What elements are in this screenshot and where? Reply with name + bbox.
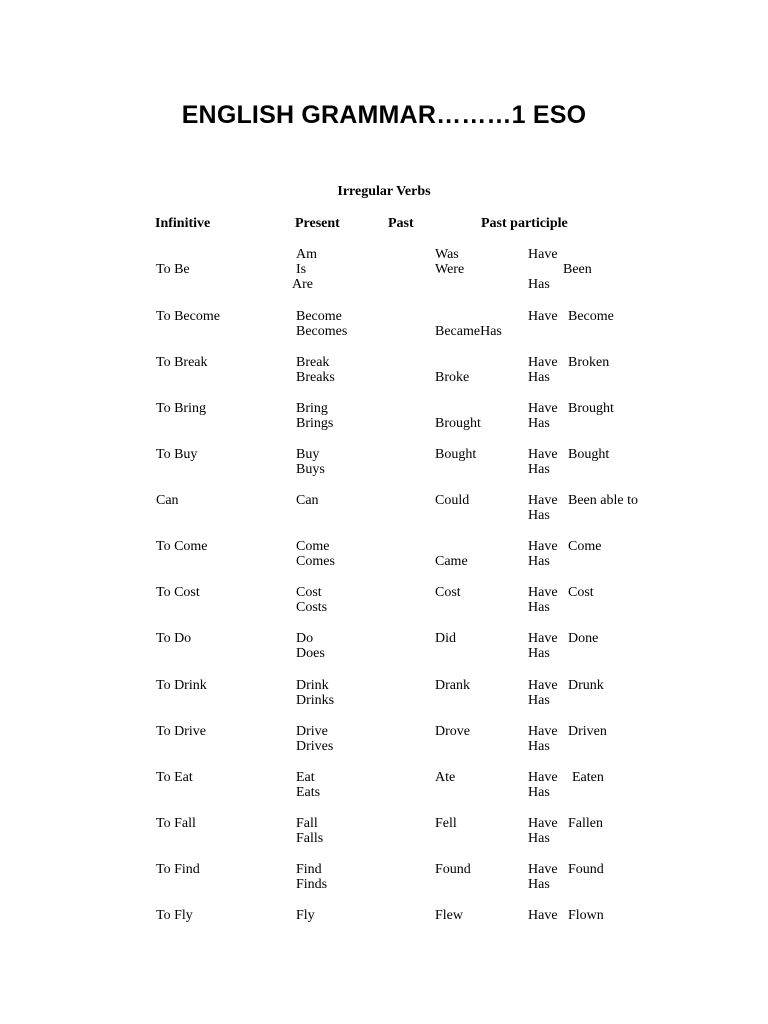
- verb-present: Are: [292, 277, 313, 292]
- header-past: Past: [388, 216, 414, 231]
- verb-present: Fly: [296, 908, 315, 923]
- verb-infinitive: To Drive: [156, 724, 206, 739]
- header-past-participle: Past participle: [481, 216, 568, 231]
- verb-aux: Have: [528, 247, 558, 262]
- verb-aux: Has: [528, 739, 550, 754]
- verb-aux: Has: [528, 785, 550, 800]
- verb-present: Do: [296, 631, 314, 646]
- verb-aux: Has: [528, 554, 550, 569]
- verb-aux: Has: [528, 462, 550, 477]
- verb-aux: Have: [528, 447, 558, 462]
- verb-infinitive: To Do: [156, 631, 192, 646]
- verb-past: Brought: [435, 416, 481, 431]
- verb-participle: Fallen: [568, 816, 603, 831]
- verb-present: Comes: [296, 554, 335, 569]
- verb-past: Broke: [435, 370, 470, 385]
- verb-past: Came: [435, 554, 468, 569]
- verb-participle: Found: [568, 862, 604, 877]
- verb-infinitive: To Be: [156, 262, 190, 277]
- verb-aux: Has: [528, 416, 550, 431]
- verb-infinitive: To Come: [156, 539, 208, 554]
- verb-present: Become: [296, 309, 342, 324]
- verb-past: Found: [435, 862, 471, 877]
- verb-present: Cost: [296, 585, 322, 600]
- verb-participle: Become: [568, 309, 614, 324]
- verb-participle: Flown: [568, 908, 604, 923]
- verb-participle: Been able to: [568, 493, 638, 508]
- verb-present: Bring: [296, 401, 328, 416]
- verb-aux: Has: [528, 646, 550, 661]
- verb-past: Flew: [435, 908, 463, 923]
- verb-present: Find: [296, 862, 322, 877]
- verb-present: Drink: [296, 678, 329, 693]
- verb-infinitive: To Buy: [156, 447, 198, 462]
- verb-aux: Have: [528, 585, 558, 600]
- verb-infinitive: To Cost: [156, 585, 200, 600]
- verb-present: Come: [296, 539, 330, 554]
- verb-past: Cost: [435, 585, 461, 600]
- verb-aux: Have: [528, 724, 558, 739]
- verb-aux: Has: [528, 508, 550, 523]
- verb-present: Drive: [296, 724, 328, 739]
- verb-aux: Have: [528, 908, 558, 923]
- verb-present: Brings: [296, 416, 334, 431]
- verb-aux: Have: [528, 678, 558, 693]
- verb-present: Can: [296, 493, 319, 508]
- verb-aux: Has: [528, 277, 550, 292]
- verb-past: Did: [435, 631, 456, 646]
- verb-present: Eats: [296, 785, 321, 800]
- verb-aux: Has: [528, 693, 550, 708]
- verb-participle: Done: [568, 631, 599, 646]
- verb-present: Finds: [296, 877, 328, 892]
- verb-aux: Has: [528, 831, 550, 846]
- verb-infinitive: To Find: [156, 862, 200, 877]
- verb-infinitive: Can: [156, 493, 179, 508]
- verb-present: Drives: [296, 739, 334, 754]
- verb-present: Fall: [296, 816, 318, 831]
- page-title: ENGLISH GRAMMAR………1 ESO: [181, 101, 587, 129]
- verb-present: Break: [296, 355, 330, 370]
- verb-participle: Drunk: [568, 678, 604, 693]
- verb-infinitive: To Fly: [156, 908, 193, 923]
- verb-present: Drinks: [296, 693, 335, 708]
- verb-present: Does: [296, 646, 325, 661]
- verb-aux: Has: [528, 370, 550, 385]
- verb-infinitive: To Break: [156, 355, 208, 370]
- verb-aux: Have: [528, 631, 558, 646]
- verb-aux: Have: [528, 816, 558, 831]
- verb-aux: Have: [528, 493, 558, 508]
- verb-aux: Has: [528, 600, 550, 615]
- verb-infinitive: To Fall: [156, 816, 196, 831]
- verb-aux: Has: [528, 877, 550, 892]
- verb-participle: Driven: [568, 724, 607, 739]
- verb-aux: Have: [528, 539, 558, 554]
- verb-past: BecameHas: [435, 324, 502, 339]
- verb-present: Is: [296, 262, 307, 277]
- verb-past: Ate: [435, 770, 456, 785]
- verb-past: Could: [435, 493, 470, 508]
- verb-participle: Bought: [568, 447, 610, 462]
- header-present: Present: [295, 216, 340, 231]
- verb-present: Buy: [296, 447, 320, 462]
- verb-aux: Have: [528, 401, 558, 416]
- verb-present: Falls: [296, 831, 324, 846]
- verb-infinitive: To Eat: [156, 770, 193, 785]
- table-subtitle: Irregular Verbs: [337, 184, 431, 199]
- verb-infinitive: To Become: [156, 309, 220, 324]
- verb-present: Breaks: [296, 370, 335, 385]
- verb-past: Drank: [435, 678, 470, 693]
- verb-past: Bought: [435, 447, 477, 462]
- verb-aux: Have: [528, 862, 558, 877]
- verb-past: Were: [435, 262, 465, 277]
- verb-present: Costs: [296, 600, 328, 615]
- verb-aux: Have: [528, 355, 558, 370]
- verb-participle: Eaten: [572, 770, 604, 785]
- verb-past: Fell: [435, 816, 457, 831]
- verb-infinitive: To Bring: [156, 401, 206, 416]
- verb-past: Was: [435, 247, 459, 262]
- verb-aux: Have: [528, 309, 558, 324]
- verb-participle: Brought: [568, 401, 614, 416]
- verb-participle: Been: [563, 262, 592, 277]
- verb-present: Buys: [296, 462, 325, 477]
- verb-participle: Cost: [568, 585, 594, 600]
- verb-participle: Broken: [568, 355, 610, 370]
- header-infinitive: Infinitive: [155, 216, 211, 231]
- verb-infinitive: To Drink: [156, 678, 207, 693]
- verb-present: Becomes: [296, 324, 348, 339]
- verb-participle: Come: [568, 539, 602, 554]
- verb-present: Am: [296, 247, 317, 262]
- verb-past: Drove: [435, 724, 470, 739]
- verb-present: Eat: [296, 770, 315, 785]
- verb-aux: Have: [528, 770, 558, 785]
